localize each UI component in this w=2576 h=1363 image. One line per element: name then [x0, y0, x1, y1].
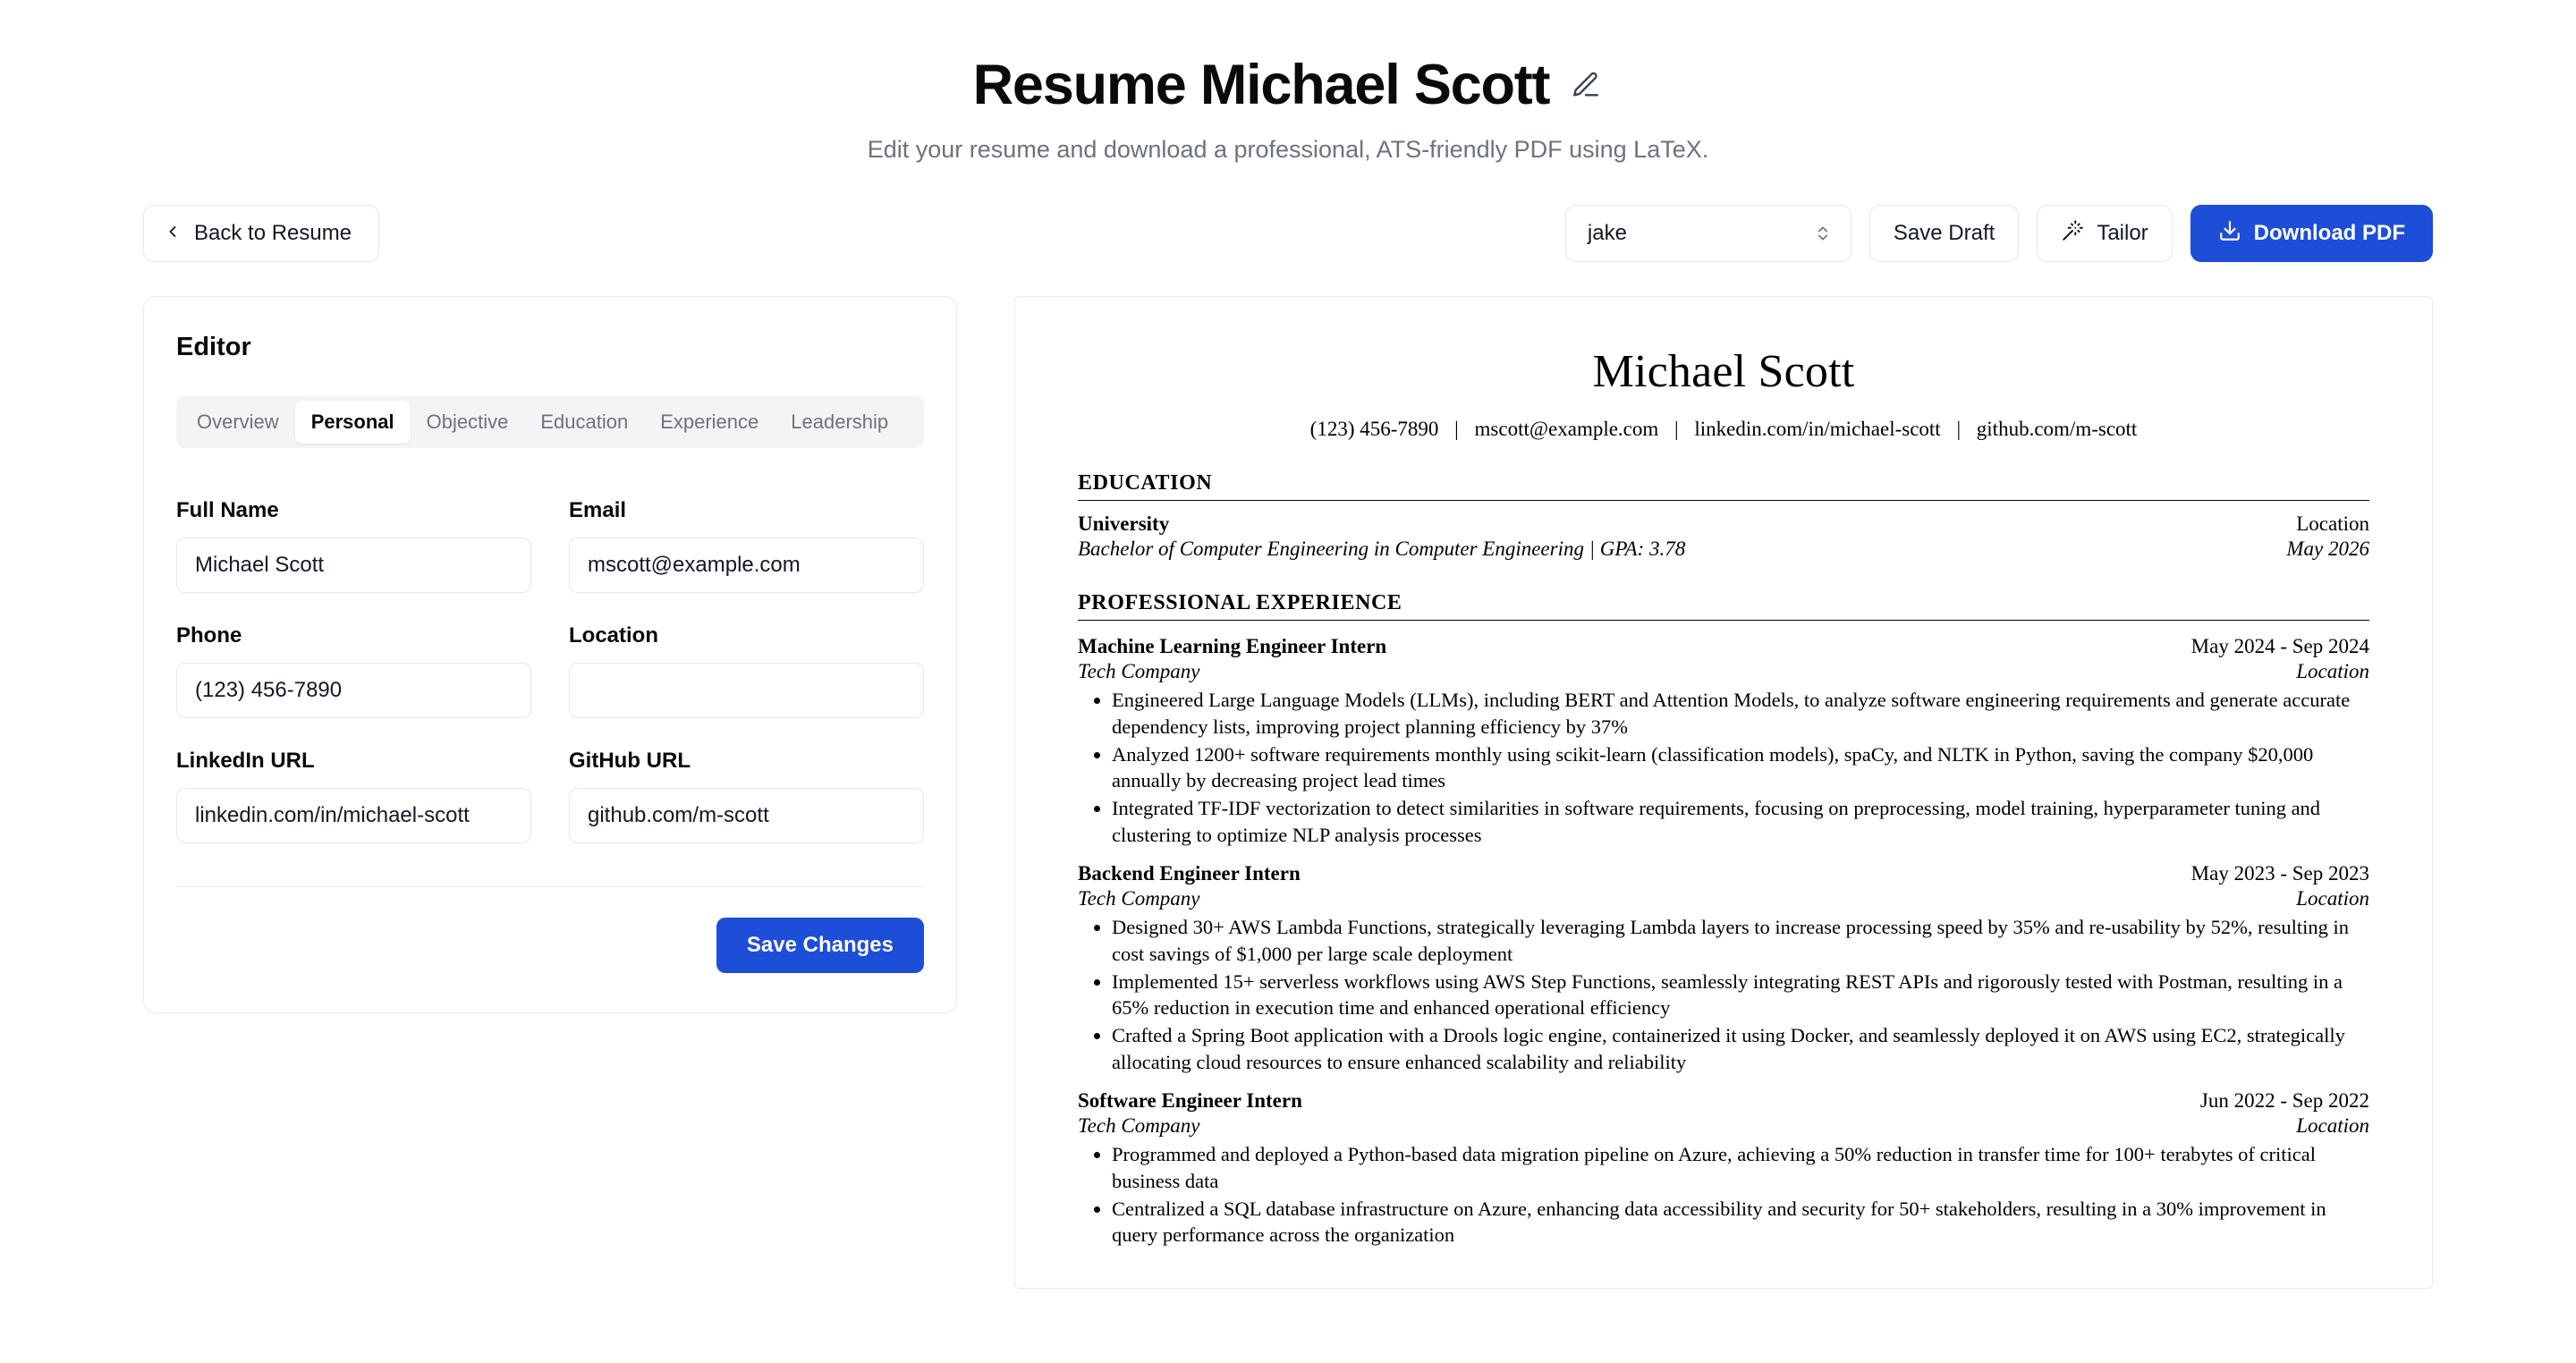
tab-overview-label: Overview [197, 411, 279, 434]
tab-education-label: Education [540, 411, 629, 434]
experience-bullets [1078, 687, 2369, 848]
resume-linkedin: linkedin.com/in/michael-scott [1694, 418, 1941, 441]
email-label: Email [569, 498, 627, 523]
page-header [0, 0, 2576, 164]
experience-role: Backend Engineer Intern [1078, 862, 1301, 885]
contact-separator-1: | [1454, 418, 1459, 441]
full-name-label: Full Name [176, 498, 279, 523]
github-input[interactable] [569, 788, 924, 843]
experience-bullet: • Integrated TF-IDF vectorization to detect similarities in software requirements, focusing on preprocessing, model training, hyperparameter tuning and clustering to optimize NLP analysis processes [1112, 795, 2369, 848]
education-degree: Bachelor of Computer Engineering in Computer Engineering | GPA: 3.78 [1078, 538, 1686, 561]
wand-icon [2061, 219, 2084, 249]
resume-preview [1014, 296, 2433, 1289]
experience-row-title [1078, 635, 2369, 658]
template-select[interactable] [1565, 205, 1852, 262]
tab-personal-label: Personal [310, 411, 394, 434]
tab-experience[interactable] [644, 401, 775, 444]
contact-separator-2: | [1674, 418, 1679, 441]
experience-role: Machine Learning Engineer Intern [1078, 635, 1387, 658]
title-row [0, 55, 2576, 114]
editor-tabs [176, 396, 924, 448]
resume-name: Michael Scott [1592, 346, 1855, 398]
tab-education[interactable] [524, 401, 644, 444]
education-row-1 [1078, 512, 2369, 536]
toolbar [0, 205, 2576, 262]
experience-row-company [1078, 1114, 2369, 1138]
experience-company: Tech Company [1078, 660, 1200, 683]
experience-bullets [1078, 914, 2369, 1075]
education-location: Location [2296, 512, 2369, 536]
experience-item [1078, 635, 2369, 848]
download-pdf-label: Download PDF [2253, 221, 2405, 246]
save-changes-button[interactable]: Save Changes [716, 918, 924, 973]
toolbar-right-group [1565, 205, 2433, 262]
linkedin-input[interactable] [176, 788, 531, 843]
chevron-left-icon [164, 222, 182, 245]
save-draft-button[interactable] [1869, 205, 2019, 262]
location-label: Location [569, 623, 658, 648]
experience-row-company [1078, 660, 2369, 683]
save-draft-label: Save Draft [1893, 221, 1996, 246]
phone-input[interactable] [176, 663, 531, 718]
form-divider [176, 886, 924, 887]
experience-location: Location [2296, 887, 2369, 910]
field-location [569, 623, 924, 718]
page-subtitle: Edit your resume and download a professional, ATS-friendly PDF using LaTeX. [867, 136, 1709, 164]
resume-github: github.com/m-scott [1976, 418, 2138, 441]
tailor-button[interactable] [2037, 205, 2172, 262]
pencil-icon[interactable] [1569, 68, 1603, 102]
editor-panel [143, 296, 957, 1013]
experience-bullets [1078, 1141, 2369, 1249]
github-label: GitHub URL [569, 749, 691, 774]
education-row-2 [1078, 538, 2369, 561]
experience-row-title [1078, 862, 2369, 885]
tab-leadership-label: Leadership [791, 411, 889, 434]
template-select-value: jake [1587, 221, 1627, 246]
experience-date: May 2024 - Sep 2024 [2190, 635, 2369, 658]
personal-form [176, 498, 924, 843]
download-icon [2218, 219, 2241, 249]
tab-personal[interactable] [295, 401, 411, 444]
field-full-name [176, 498, 531, 593]
field-phone [176, 623, 531, 718]
experience-date: May 2023 - Sep 2023 [2190, 862, 2369, 885]
experience-role: Software Engineer Intern [1078, 1089, 1302, 1113]
tab-experience-label: Experience [660, 411, 759, 434]
contact-separator-3: | [1956, 418, 1962, 441]
resume-contact-line [1078, 418, 2369, 441]
experience-bullet: • Designed 30+ AWS Lambda Functions, strategically leveraging Lambda layers to increase processing speed by 35% and re-usability by 52%, resulting in cost savings of $1,000 per large scale deployment [1112, 914, 2369, 967]
experience-date: Jun 2022 - Sep 2022 [2199, 1089, 2369, 1113]
experience-company: Tech Company [1078, 887, 1200, 910]
editor-title: Editor [176, 333, 251, 362]
tab-overview[interactable] [181, 401, 295, 444]
chevron-updown-icon [1814, 221, 1832, 246]
experience-location: Location [2296, 660, 2369, 683]
resume-email: mscott@example.com [1474, 418, 1659, 441]
tab-objective[interactable] [411, 401, 525, 444]
tab-objective-label: Objective [426, 411, 509, 434]
experience-bullet: • Implemented 15+ serverless workflows using AWS Step Functions, seamlessly integrating REST APIs and rigorously tested with Postman, resulting in a 65% reduction in execution time and enhanced operational efficiency [1112, 969, 2369, 1021]
experience-bullet: • Crafted a Spring Boot application with a Drools logic engine, containerized it using Docker, and seamlessly deployed it on AWS using EC2, strategically allocating cloud resources to ensure enhanced scalability and reliability [1112, 1022, 2369, 1075]
tailor-label: Tailor [2097, 221, 2148, 246]
education-date: May 2026 [2286, 538, 2369, 561]
field-email [569, 498, 924, 593]
field-github [569, 749, 924, 843]
experience-row-title [1078, 1089, 2369, 1113]
back-to-resume-label: Back to Resume [194, 221, 352, 246]
experience-item [1078, 1089, 2369, 1249]
resume-education-heading: EDUCATION [1078, 471, 2369, 501]
education-school: University [1078, 512, 1170, 536]
experience-bullet: • Engineered Large Language Models (LLMs), including BERT and Attention Models, to analyze software engineering requirements and generate accurate dependency lists, improving project planning efficiency by 37% [1112, 687, 2369, 740]
page-title: Resume Michael Scott [972, 54, 1550, 116]
experience-bullet: • Analyzed 1200+ software requirements monthly using scikit-learn (classification models), spaCy, and NLTK in Python, saving the company $20,000 annually by decreasing project lead times [1112, 741, 2369, 794]
editor-actions [176, 918, 924, 973]
resume-phone: (123) 456-7890 [1309, 418, 1439, 441]
experience-company: Tech Company [1078, 1114, 1200, 1138]
download-pdf-button[interactable] [2190, 205, 2433, 262]
email-input[interactable] [569, 538, 924, 593]
experience-bullet: • Centralized a SQL database infrastructure on Azure, enhancing data accessibility and security for 50+ stakeholders, resulting in a 30% improvement in query performance across the organization [1112, 1196, 2369, 1249]
main-content [0, 296, 2576, 1289]
location-input[interactable] [569, 663, 924, 718]
experience-item [1078, 862, 2369, 1075]
experience-location: Location [2296, 1114, 2369, 1138]
field-linkedin [176, 749, 531, 843]
resume-experience-heading: PROFESSIONAL EXPERIENCE [1078, 591, 2369, 621]
experience-row-company [1078, 887, 2369, 910]
full-name-input[interactable] [176, 538, 531, 593]
tab-leadership[interactable] [775, 401, 904, 444]
phone-label: Phone [176, 623, 242, 648]
experience-bullet: • Programmed and deployed a Python-based data migration pipeline on Azure, achieving a 50% reduction in transfer time for 100+ terabytes of critical business data [1112, 1141, 2369, 1194]
linkedin-label: LinkedIn URL [176, 749, 315, 774]
back-to-resume-button[interactable] [143, 205, 379, 262]
